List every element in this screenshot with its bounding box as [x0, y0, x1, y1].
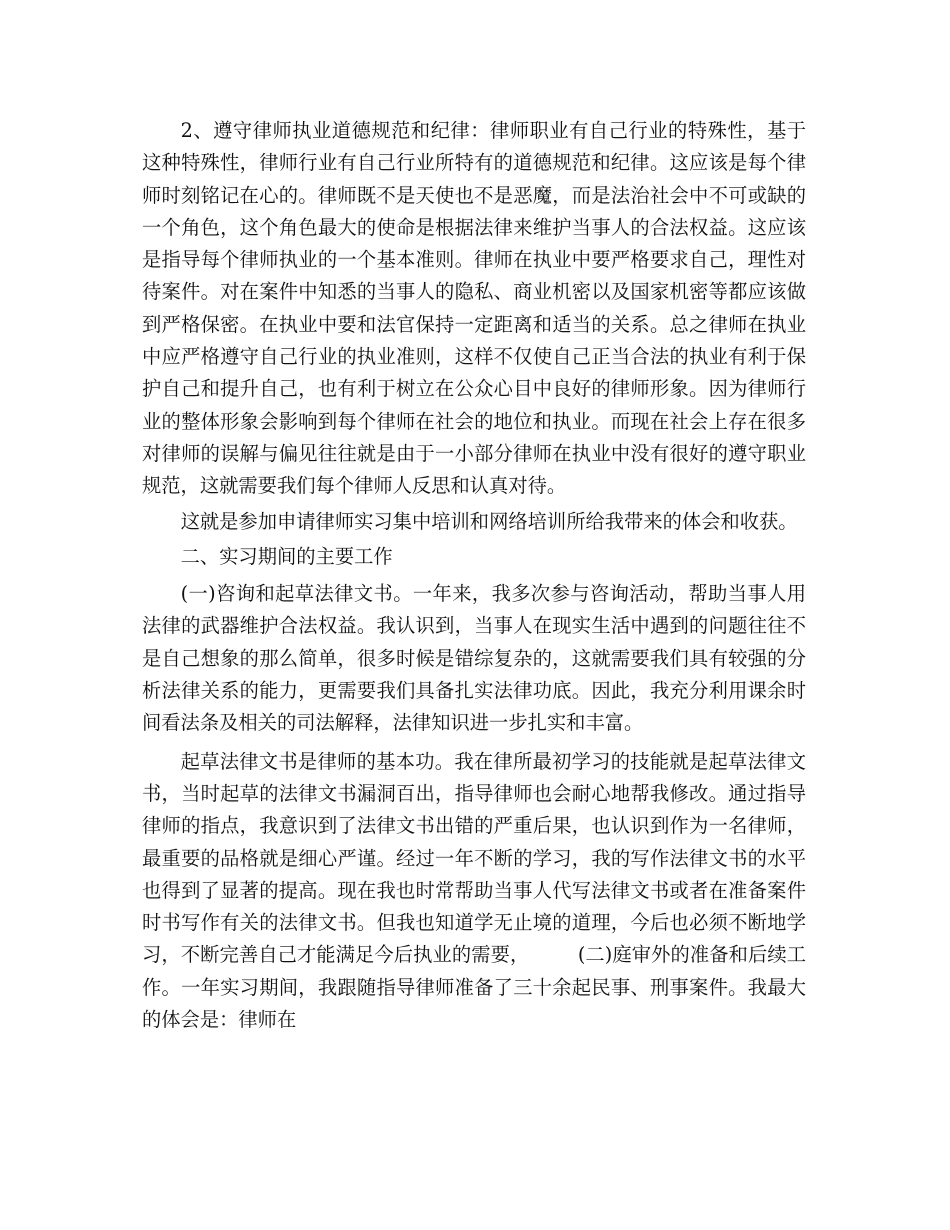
document-body [142, 115, 806, 1036]
paragraph-drafting: 起草法律文书是律师的基本功。我在律所最初学习的技能就是起草法律文书，当时起草的法律文书漏洞百出，指导律师也会耐心地帮我修改。通过指导律师的指点，我意识到了法律文书出错的严重后果，也认识到作为一名律师，最重要的品格就是细心严谨。经过一年不断的学习，我的写作法律文书的水平也得到了显著的提高。现在我也时常帮助当事人代写法律文书或者在准备案件时书写作有关的法律文书。但我也知道学无止境的道理，今后也必须不断地学习，不断完善自己才能满足今后执业的需要， (二)庭审外的准备和后续工作。一年实习期间，我跟随指导律师准备了三十余起民事、刑事案件。我最大的体会是：律师在 [142, 749, 806, 1032]
paragraph-consulting: (一)咨询和起草法律文书。一年来，我多次参与咨询活动，帮助当事人用法律的武器维护合法权益。我认识到，当事人在现实生活中遇到的问题往往不是自己想象的那么简单，很多时候是错综复杂的，这就需要我们具有较强的分析法律关系的能力，更需要我们具备扎实法律功底。因此，我充分利用课余时间看法条及相关的司法解释，法律知识进一步扎实和丰富。 [142, 582, 806, 735]
paragraph-ethics: 2、遵守律师执业道德规范和纪律：律师职业有自己行业的特殊性，基于这种特殊性，律师行业有自己行业所特有的道德规范和纪律。这应该是每个律师时刻铭记在心的。律师既不是天使也不是恶魔，而是法治社会中不可或缺的一个角色，这个角色最大的使命是根据法律来维护当事人的合法权益。这应该是指导每个律师执业的一个基本准则。律师在执业中要严格要求自己，理性对待案件。对在案件中知悉的当事人的隐私、商业机密以及国家机密等都应该做到严格保密。在执业中要和法官保持一定距离和适当的关系。总之律师在执业中应严格遵守自己行业的执业准则，这样不仅使自己正当合法的执业有利于保护自己和提升自己，也有利于树立在公众心目中良好的律师形象。因为律师行业的整体形象会影响到每个律师在社会的地位和执业。而现在社会上存在很多对律师的误解与偏见往往就是由于一小部分律师在执业中没有很好的遵守职业规范，这就需要我们每个律师人反思和认真对待。 [142, 119, 806, 498]
section-heading-main-work: 二、实习期间的主要工作 [180, 544, 393, 568]
paragraph-summary: 这就是参加申请律师实习集中培训和网络培训所给我带来的体会和收获。 [180, 509, 798, 533]
